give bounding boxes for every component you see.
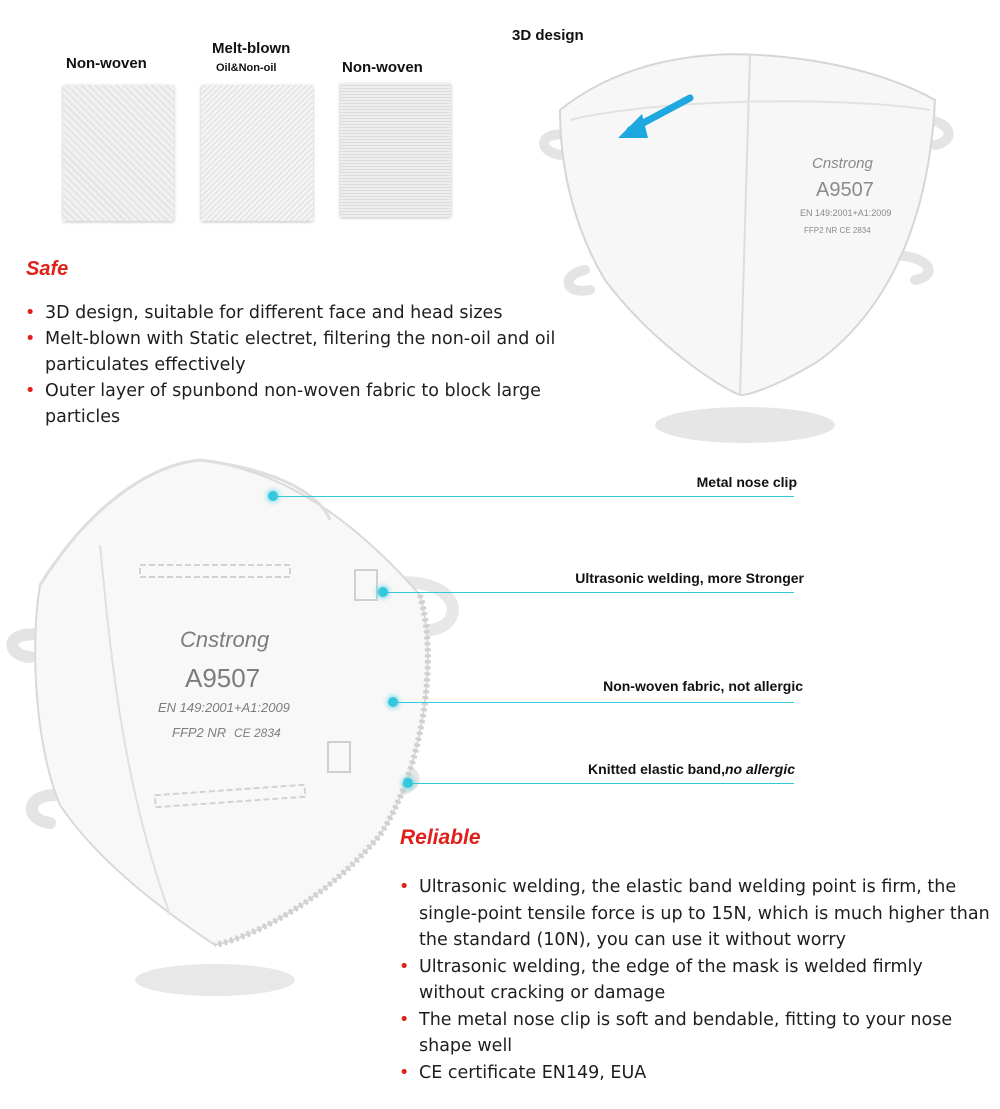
- safe-list: [25, 300, 605, 430]
- reliable-item: • CE certificate EN149, EUA: [399, 1060, 994, 1087]
- welding-line: [386, 592, 794, 593]
- fabric-label: Non-woven fabric, not allergic: [603, 678, 803, 694]
- reliable-list: [399, 874, 994, 1086]
- layer3-label: Non-woven: [342, 59, 423, 76]
- reliable-item: • Ultrasonic welding, the edge of the mask is welded firmly without cracking or damage: [399, 954, 994, 1007]
- top-mask-model: A9507: [816, 179, 874, 201]
- big-mask-ce: CE 2834: [234, 726, 281, 740]
- band-label-italic: no allergic: [724, 761, 795, 777]
- fabric-line: [396, 702, 794, 703]
- top-mask-standard: EN 149:2001+A1:2009: [800, 208, 892, 218]
- layer2-sublabel: Oil&Non-oil: [216, 62, 277, 74]
- band-label: [588, 761, 795, 777]
- welding-label: Ultrasonic welding, more Stronger: [575, 570, 804, 586]
- safe-item: • Melt-blown with Static electret, filtering the non-oil and oil particulates effectively: [25, 326, 605, 378]
- melt-blown-swatch: [201, 85, 313, 221]
- reliable-item: • The metal nose clip is soft and bendable, fitting to your nose shape well: [399, 1007, 994, 1060]
- big-mask-brand: Cnstrong: [180, 627, 270, 652]
- big-mask-standard: EN 149:2001+A1:2009: [158, 700, 290, 715]
- band-label-text: Knitted elastic band,: [588, 761, 725, 777]
- non-woven-swatch-2: [340, 83, 451, 217]
- band-line: [411, 783, 794, 784]
- safe-item: • Outer layer of spunbond non-woven fabric to block large particles: [25, 378, 605, 430]
- big-mask-rating: FFP2 NR: [172, 725, 227, 740]
- nose-clip-line: [276, 496, 794, 497]
- reliable-item: • Ultrasonic welding, the elastic band welding point is firm, the single-point tensile force is up to 15N, which is much higher than the standard (10N), you can use it without worry: [399, 874, 994, 954]
- reliable-title: Reliable: [400, 826, 481, 849]
- nose-clip-label: Metal nose clip: [696, 474, 797, 490]
- top-mask-rating: FFP2 NR CE 2834: [804, 226, 871, 235]
- safe-title: Safe: [26, 258, 69, 280]
- big-mask-model: A9507: [185, 663, 261, 693]
- three-d-caption: 3D design: [512, 27, 584, 44]
- top-mask-brand: Cnstrong: [812, 155, 873, 172]
- layer1-label: Non-woven: [66, 55, 147, 72]
- safe-item: • 3D design, suitable for different face and head sizes: [25, 300, 605, 326]
- layer2-label: Melt-blown: [212, 40, 291, 57]
- non-woven-swatch: [63, 85, 174, 221]
